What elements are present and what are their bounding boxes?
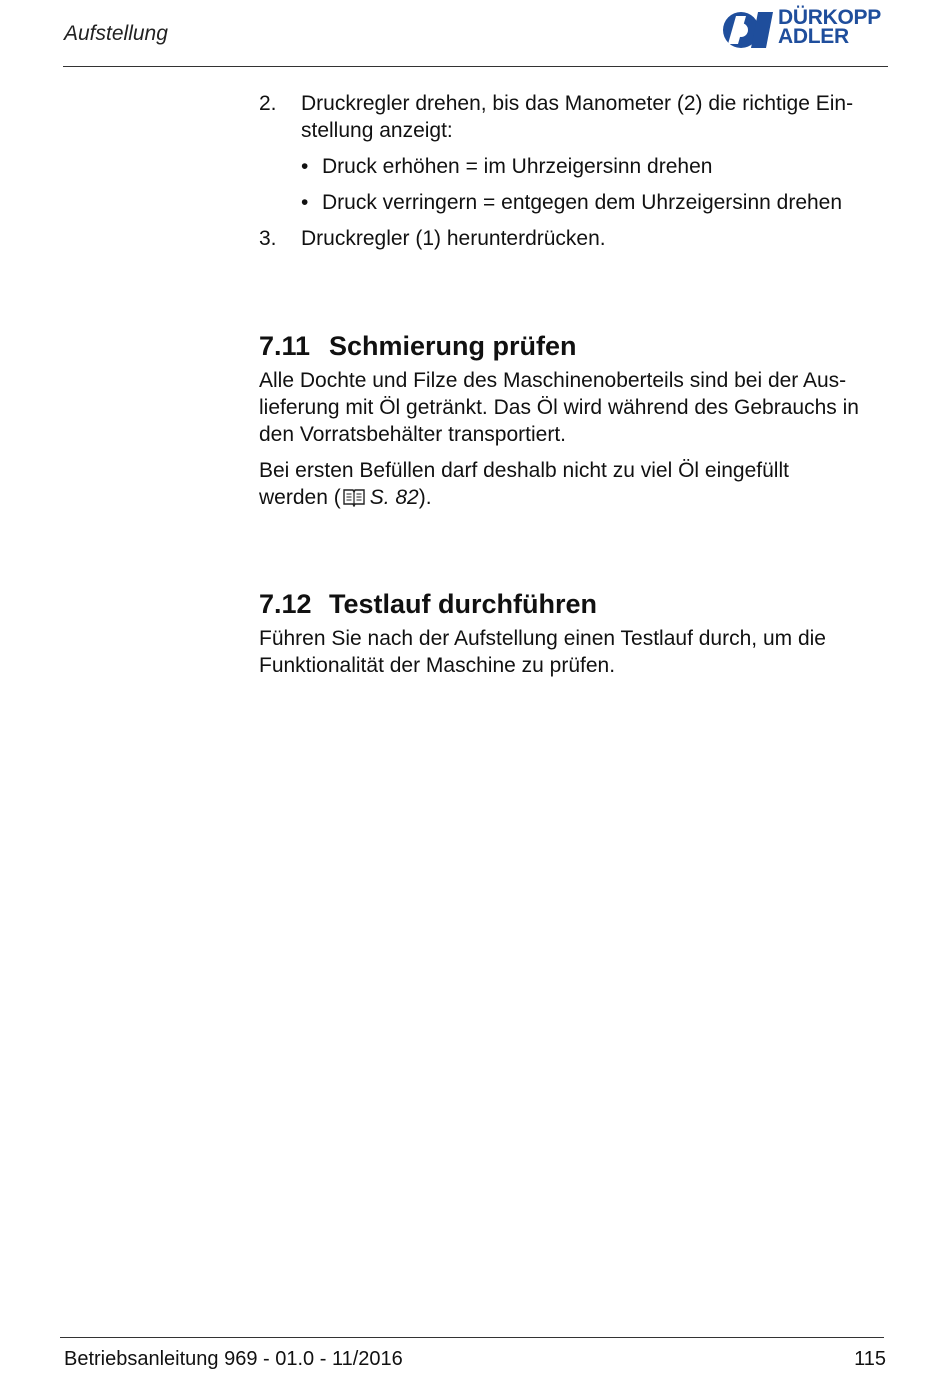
running-header-title: Aufstellung	[64, 22, 168, 45]
section-7-11	[259, 329, 889, 520]
header-divider	[63, 66, 888, 67]
paragraph-line: Funktionalität der Maschine zu prüfen.	[259, 654, 616, 677]
section-7-12	[259, 587, 889, 688]
step-2	[259, 90, 889, 144]
paragraph	[259, 625, 889, 679]
logo-line-1: DÜRKOPP	[778, 6, 881, 29]
section-title: Schmierung prüfen	[329, 331, 577, 361]
paragraph-text: werden (	[259, 486, 341, 509]
paragraph	[259, 457, 889, 511]
bullet-glyph: •	[301, 191, 309, 214]
step-number: 2.	[259, 92, 277, 115]
bullet-text: Druck verringern = entgegen dem Uhrzeigersinn drehen	[322, 191, 843, 214]
brand-logo	[722, 8, 890, 52]
bullet-item	[259, 189, 889, 216]
bullet-item	[259, 153, 889, 180]
bullet-glyph: •	[301, 155, 309, 178]
section-heading	[259, 329, 889, 363]
paragraph-line	[259, 484, 889, 511]
step-text-line-2: stellung anzeigt:	[301, 119, 453, 142]
logo-line-2: ADLER	[778, 25, 849, 48]
step-3	[259, 225, 889, 252]
step-number: 3.	[259, 227, 277, 250]
bullet-text: Druck erhöhen = im Uhrzeigersinn drehen	[322, 155, 713, 178]
page-reference-link[interactable]: S. 82	[369, 486, 419, 509]
section-number: 7.12	[259, 589, 312, 619]
paragraph-line: den Vorratsbehälter transportiert.	[259, 423, 567, 446]
paragraph-line: lieferung mit Öl getränkt. Das Öl wird während des Gebrauchs in	[259, 396, 859, 419]
book-icon	[342, 487, 366, 507]
section-title: Testlauf durchführen	[329, 589, 598, 619]
paragraph	[259, 367, 889, 448]
section-heading	[259, 587, 889, 621]
paragraph-text: ).	[418, 486, 432, 509]
footer-document-info: Betriebsanleitung 969 - 01.0 - 11/2016	[64, 1348, 403, 1370]
section-number: 7.11	[259, 331, 311, 361]
duerkopp-adler-logo-icon	[722, 10, 774, 50]
instruction-steps	[259, 90, 889, 261]
paragraph-line: Alle Dochte und Filze des Maschinenoberteils sind bei der Aus-	[259, 369, 847, 392]
paragraph-line: Bei ersten Befüllen darf deshalb nicht zu viel Öl eingefüllt	[259, 459, 789, 482]
page-number: 115	[854, 1348, 886, 1370]
step-text: Druckregler (1) herunterdrücken.	[301, 227, 606, 250]
logo-wordmark	[778, 8, 881, 46]
paragraph-line: Führen Sie nach der Aufstellung einen Testlauf durch, um die	[259, 627, 826, 650]
step-text-line-1: Druckregler drehen, bis das Manometer (2) die richtige Ein-	[301, 92, 854, 115]
footer-divider	[60, 1337, 884, 1338]
